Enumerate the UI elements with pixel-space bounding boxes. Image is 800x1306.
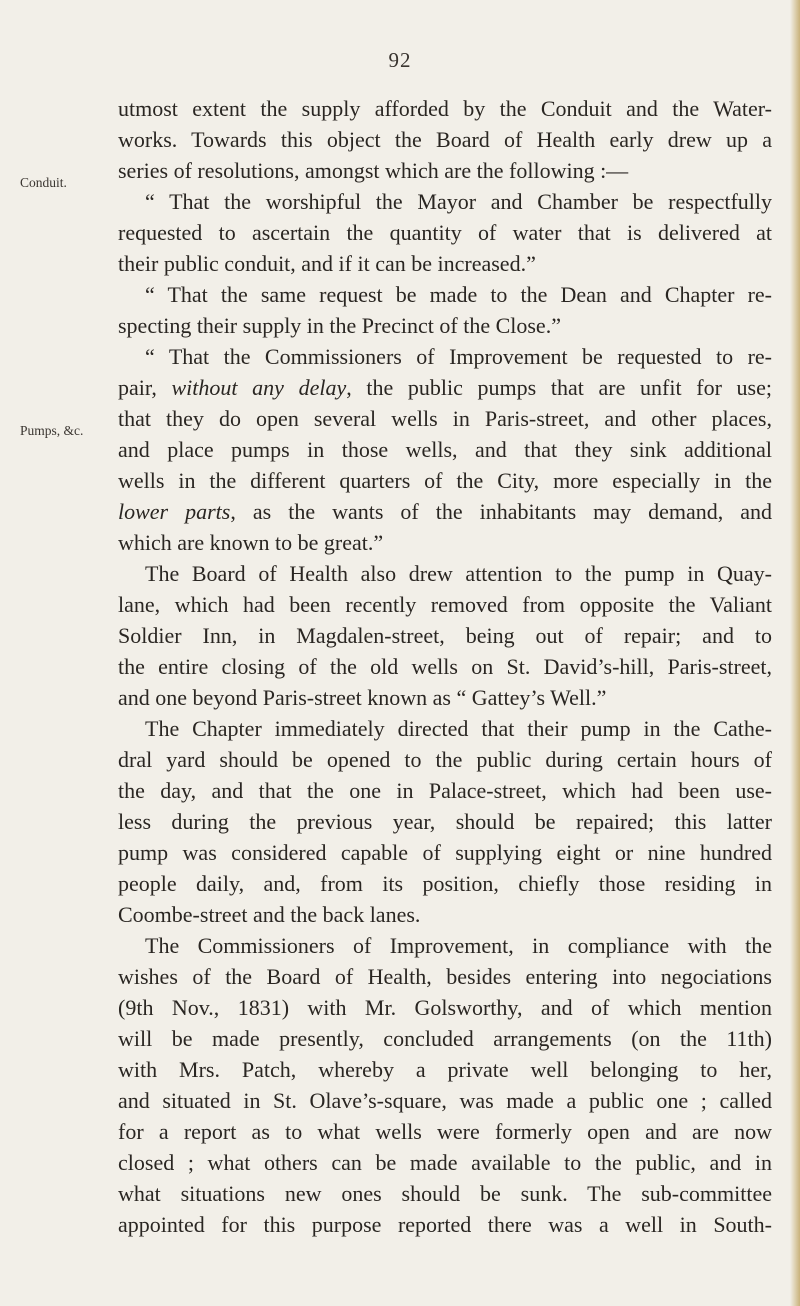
text-line: The Board of Health also drew attention to the pump in Quay-: [145, 561, 772, 586]
text-line: the entire closing of the old wells on St. David’s-hill, Paris-street,: [118, 654, 772, 679]
text-line: lane, which had been recently removed from opposite the Valiant: [118, 592, 772, 617]
italic-run: lower parts: [118, 499, 231, 524]
text-line: requested to ascertain the quantity of water that is delivered at: [118, 220, 772, 245]
text-line: The Commissioners of Improvement, in compliance with the: [145, 933, 772, 958]
text-line: “ That the same request be made to the Dean and Chapter re-: [145, 282, 772, 307]
text-line: the day, and that the one in Palace-street, which had been use-: [118, 778, 772, 803]
text-line: wishes of the Board of Health, besides entering into negociations: [118, 964, 772, 989]
text-line: [118, 374, 772, 402]
text-line: dral yard should be opened to the public during certain hours of: [118, 747, 772, 772]
text-line: wells in the different quarters of the City, more especially in the: [118, 468, 772, 493]
text-line: and place pumps in those wells, and that they sink additional: [118, 437, 772, 462]
text-line: appointed for this purpose reported there was a well in South-: [118, 1212, 772, 1237]
text-line: (9th Nov., 1831) with Mr. Golsworthy, and of which mention: [118, 995, 772, 1020]
margin-note-conduit: Conduit.: [20, 175, 67, 190]
text-line: [118, 498, 772, 526]
text-line: The Chapter immediately directed that their pump in the Cathe-: [145, 716, 772, 741]
text-line: “ That the worshipful the Mayor and Chamber be respectfully: [145, 189, 772, 214]
text-line: and situated in St. Olave’s-square, was made a public one ; called: [118, 1088, 772, 1113]
text-line: for a report as to what wells were formerly open and are now: [118, 1119, 772, 1144]
text-line: Soldier Inn, in Magdalen-street, being out of repair; and to: [118, 623, 772, 648]
page-number: 92: [388, 48, 412, 72]
text-line: with Mrs. Patch, whereby a private well belonging to her,: [118, 1057, 772, 1082]
italic-run: without any delay: [171, 375, 347, 400]
text-line: Coombe-street and the back lanes.: [118, 902, 421, 927]
text-line: works. Towards this object the Board of Health early drew up a: [118, 127, 772, 152]
text-line: that they do open several wells in Paris-street, and other places,: [118, 406, 772, 431]
text-line: “ That the Commissioners of Improvement be requested to re-: [145, 344, 772, 369]
text-line: utmost extent the supply afforded by the Conduit and the Water-: [118, 96, 772, 121]
text-line: specting their supply in the Precinct of the Close.”: [118, 313, 561, 338]
text-line: series of resolutions, amongst which are the following :—: [118, 158, 629, 183]
text-run: , the public pumps that are unfit for use;: [346, 375, 772, 400]
text-line: and one beyond Paris-street known as “ Gattey’s Well.”: [118, 685, 607, 710]
text-line: what situations new ones should be sunk. The sub-committee: [118, 1181, 772, 1206]
margin-note-pumps: Pumps, &c.: [20, 423, 84, 438]
text-line: will be made presently, concluded arrangements (on the 11th): [118, 1026, 772, 1051]
text-line: people daily, and, from its position, chiefly those residing in: [118, 871, 772, 896]
text-run: , as the wants of the inhabitants may demand, and: [230, 499, 772, 524]
text-line: less during the previous year, should be repaired; this latter: [118, 809, 772, 834]
text-line: which are known to be great.”: [118, 530, 384, 555]
text-line: pump was considered capable of supplying eight or nine hundred: [118, 840, 772, 865]
page-edge-shadow: [790, 0, 800, 1306]
text-line: their public conduit, and if it can be increased.”: [118, 251, 536, 276]
text-run: pair,: [118, 375, 172, 400]
text-line: closed ; what others can be made available to the public, and in: [118, 1150, 772, 1175]
